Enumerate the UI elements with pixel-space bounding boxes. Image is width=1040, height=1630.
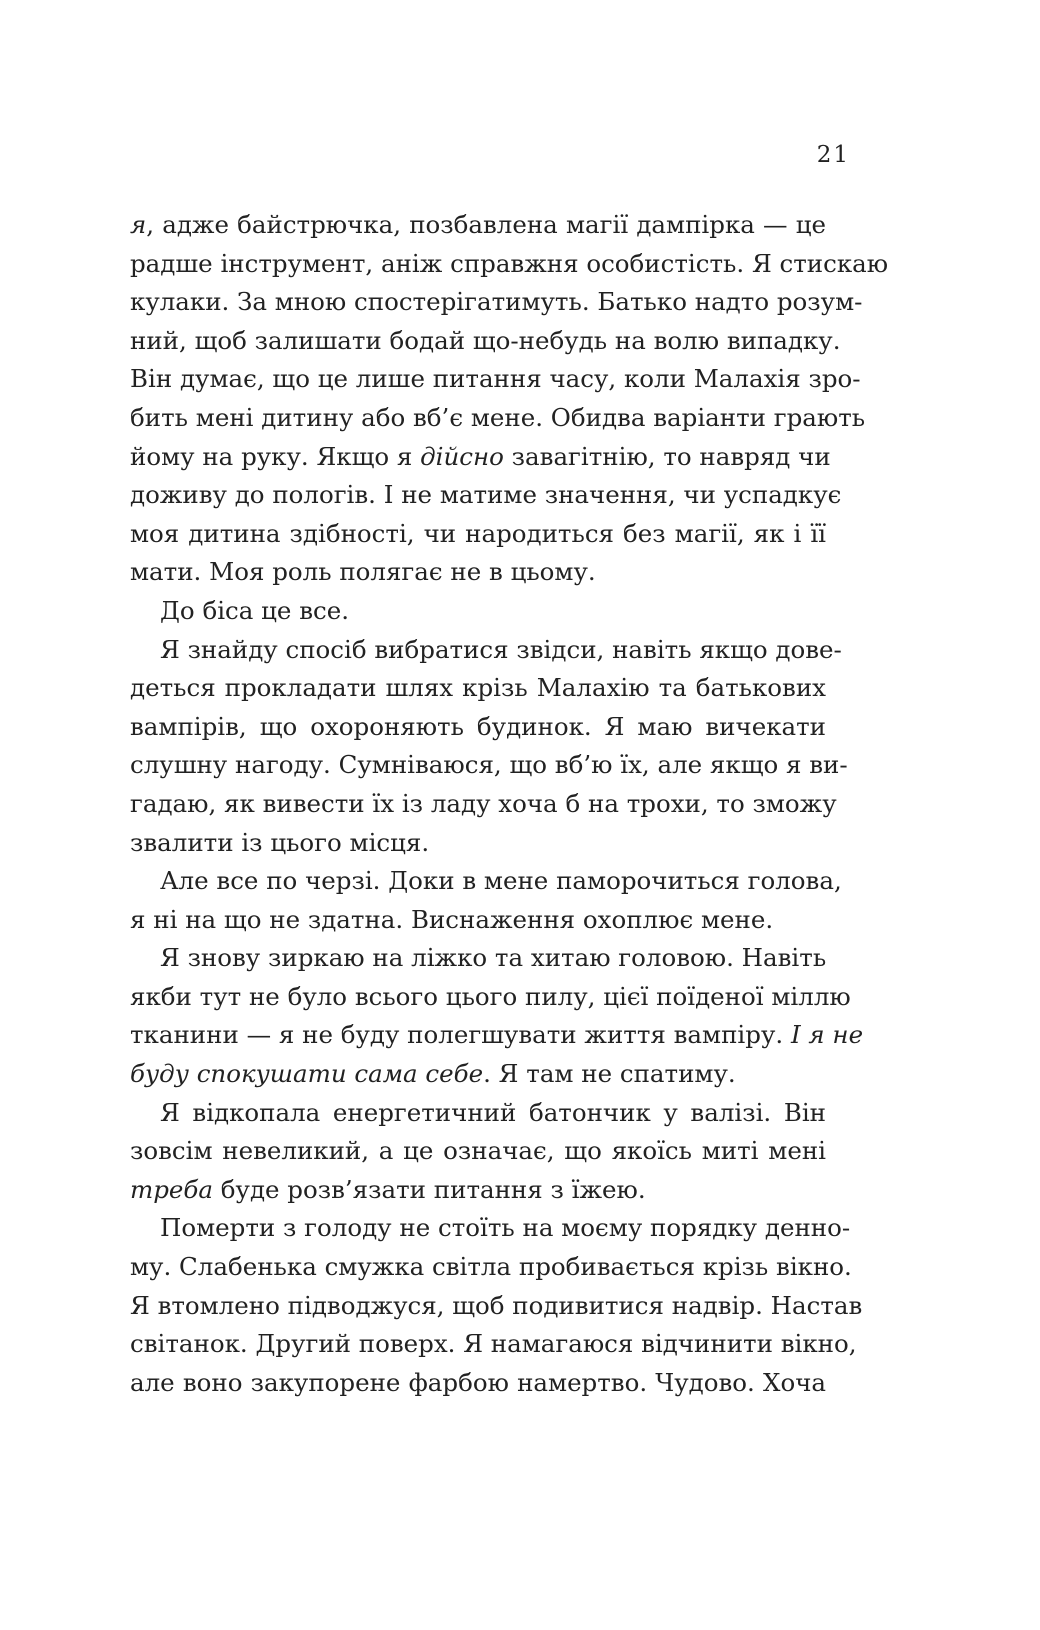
page-number: 21 xyxy=(816,142,850,168)
text-line: моя дитина здібності, чи народиться без магії, як і її xyxy=(130,518,826,548)
text-line: кулаки. За мною спостерігатимуть. Батько надто розум- xyxy=(130,287,863,317)
text-line: До біса це все. xyxy=(160,595,350,625)
text-line: світанок. Другий поверх. Я намагаюся відчинити вікно, xyxy=(130,1329,857,1359)
text-line: слушну нагоду. Сумніваюся, що вб’ю їх, але якщо я ви- xyxy=(130,750,848,780)
text-line: гадаю, як вивести їх із ладу хоча б на трохи, то зможу xyxy=(130,788,837,818)
text-line: мати. Моя роль полягає не в цьому. xyxy=(130,557,596,587)
text-line: бить мені дитину або вб’є мене. Обидва варіанти грають xyxy=(130,402,866,432)
text-line: якби тут не було всього цього пилу, цієї поїденої міллю xyxy=(130,981,851,1011)
text-line: му. Слабенька смужка світла пробивається крізь вікно. xyxy=(130,1252,852,1282)
text-line: ний, щоб залишати бодай що-небудь на волю випадку. xyxy=(130,325,841,355)
text-line: Я втомлено підводжуся, щоб подивитися надвір. Настав xyxy=(130,1290,863,1320)
text-line: деться прокладати шлях крізь Малахію та батькових xyxy=(130,673,826,703)
text-line: я ні на що не здатна. Виснаження охоплює мене. xyxy=(130,904,774,934)
text-line: йому на руку. Якщо я дійсно завагітнію, то навряд чи xyxy=(130,441,831,471)
text-line: Я знайду спосіб вибратися звідси, навіть якщо дове- xyxy=(160,634,842,664)
text-line: доживу до пологів. І не матиме значення, чи успадкує xyxy=(130,480,842,510)
text-line: вампірів, що охороняють будинок. Я маю вичекати xyxy=(130,711,826,741)
text-line: Я знову зиркаю на ліжко та хитаю головою. Навіть xyxy=(160,943,827,973)
text-line: тканини — я не буду полегшувати життя вампіру. І я не xyxy=(130,1020,864,1050)
text-line: радше інструмент, аніж справжня особистість. Я стискаю xyxy=(130,248,889,278)
text-line: Померти з голоду не стоїть на моєму порядку денно- xyxy=(160,1213,851,1243)
text-line: я, адже байстрючка, позбавлена магії дампірка — це xyxy=(130,210,826,239)
body-text xyxy=(130,206,889,1402)
text-line: зовсім невеликий, а це означає, що якоїсь миті мені xyxy=(130,1136,826,1166)
text-line: треба буде розв’язати питання з їжею. xyxy=(130,1174,646,1204)
text-line: Він думає, що це лише питання часу, коли Малахія зро- xyxy=(130,364,861,394)
text-line: Я відкопала енергетичний батончик у валізі. Він xyxy=(160,1097,826,1127)
text-line: Але все по черзі. Доки в мене паморочиться голова, xyxy=(160,866,842,896)
text-line: звалити із цього місця. xyxy=(130,827,430,857)
text-line: але воно закупорене фарбою намертво. Чудово. Хоча xyxy=(130,1367,826,1397)
text-line: буду спокушати сама себе. Я там не спатиму. xyxy=(130,1059,736,1089)
